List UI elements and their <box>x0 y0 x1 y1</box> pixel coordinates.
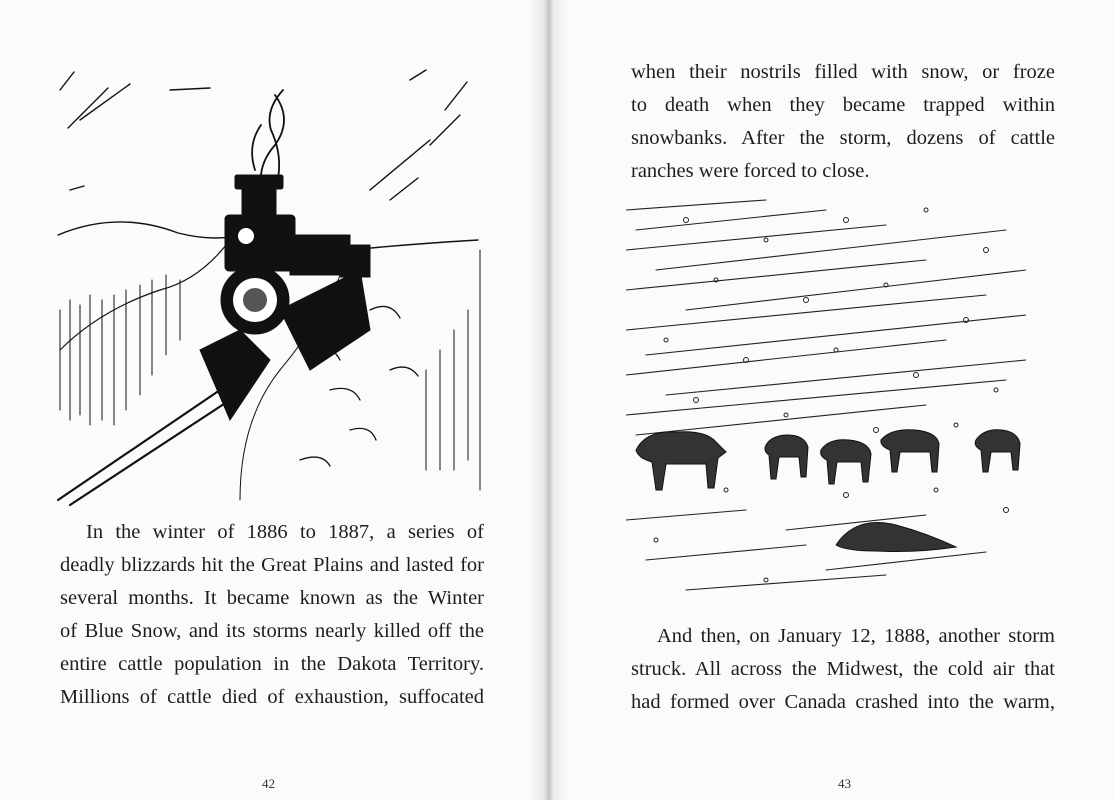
body-line: deadly blizzards hit the Great Plains and lasted for <box>60 554 484 576</box>
body-line: In the winter of 1886 to 1887, a series of <box>86 521 484 543</box>
left-page <box>0 0 548 800</box>
right-top-text <box>631 56 1055 188</box>
body-line: of Blue Snow, and its storms nearly killed off the <box>60 620 484 642</box>
body-line: And then, on January 12, 1888, another storm <box>657 625 1055 647</box>
body-line: entire cattle population in the Dakota Territory. <box>60 653 484 675</box>
body-line: when their nostrils filled with snow, or froze <box>631 61 1055 83</box>
steam-locomotive-in-snow-illustration <box>50 50 490 510</box>
body-line: Millions of cattle died of exhaustion, suffocated <box>60 686 484 708</box>
body-line: struck. All across the Midwest, the cold air that <box>631 658 1055 680</box>
body-line: several months. It became known as the Winter <box>60 587 484 609</box>
body-line: snowbanks. After the storm, dozens of cattle <box>631 127 1055 149</box>
page-number-left: 42 <box>262 776 275 791</box>
left-body-text <box>60 516 484 714</box>
cattle-in-blizzard-illustration <box>626 190 1026 610</box>
body-line: to death when they became trapped within <box>631 94 1055 116</box>
right-bottom-text <box>631 620 1055 719</box>
body-line: had formed over Canada crashed into the warm, <box>631 691 1055 713</box>
body-line: ranches were forced to close. <box>631 160 870 182</box>
page-number-right: 43 <box>838 776 851 791</box>
right-page <box>556 0 1114 800</box>
